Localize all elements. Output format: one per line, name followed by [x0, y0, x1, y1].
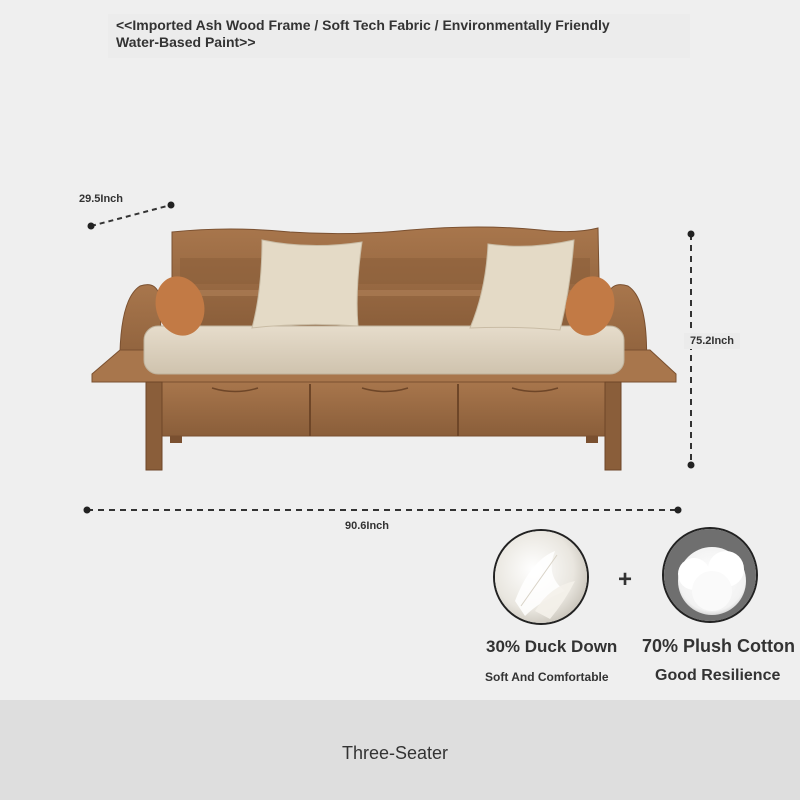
duck-down-image [493, 529, 589, 625]
material-line-1: <<Imported Ash Wood Frame / Soft Tech Fabric / Environmentally Friendly [116, 17, 610, 33]
material-line-2: Water-Based Paint>> [116, 34, 256, 50]
sofa [92, 227, 676, 470]
depth-label: 29.5Inch [79, 193, 124, 205]
height-label: 75.2Inch [684, 333, 740, 349]
duck-down-subtitle: Soft And Comfortable [485, 670, 609, 684]
width-dimension-line [84, 507, 682, 514]
width-label: 90.6Inch [345, 520, 390, 532]
plush-cotton-title: 70% Plush Cotton [642, 636, 796, 656]
height-dimension-line [688, 231, 695, 469]
plus-sign: + [618, 566, 633, 593]
duck-down-title: 30% Duck Down [486, 637, 618, 656]
footer-bar [0, 700, 800, 800]
plush-cotton-image [662, 527, 758, 623]
seat-type-label: Three-Seater [342, 743, 449, 763]
plush-cotton-subtitle: Good Resilience [655, 667, 781, 684]
depth-dimension-line [88, 202, 175, 230]
